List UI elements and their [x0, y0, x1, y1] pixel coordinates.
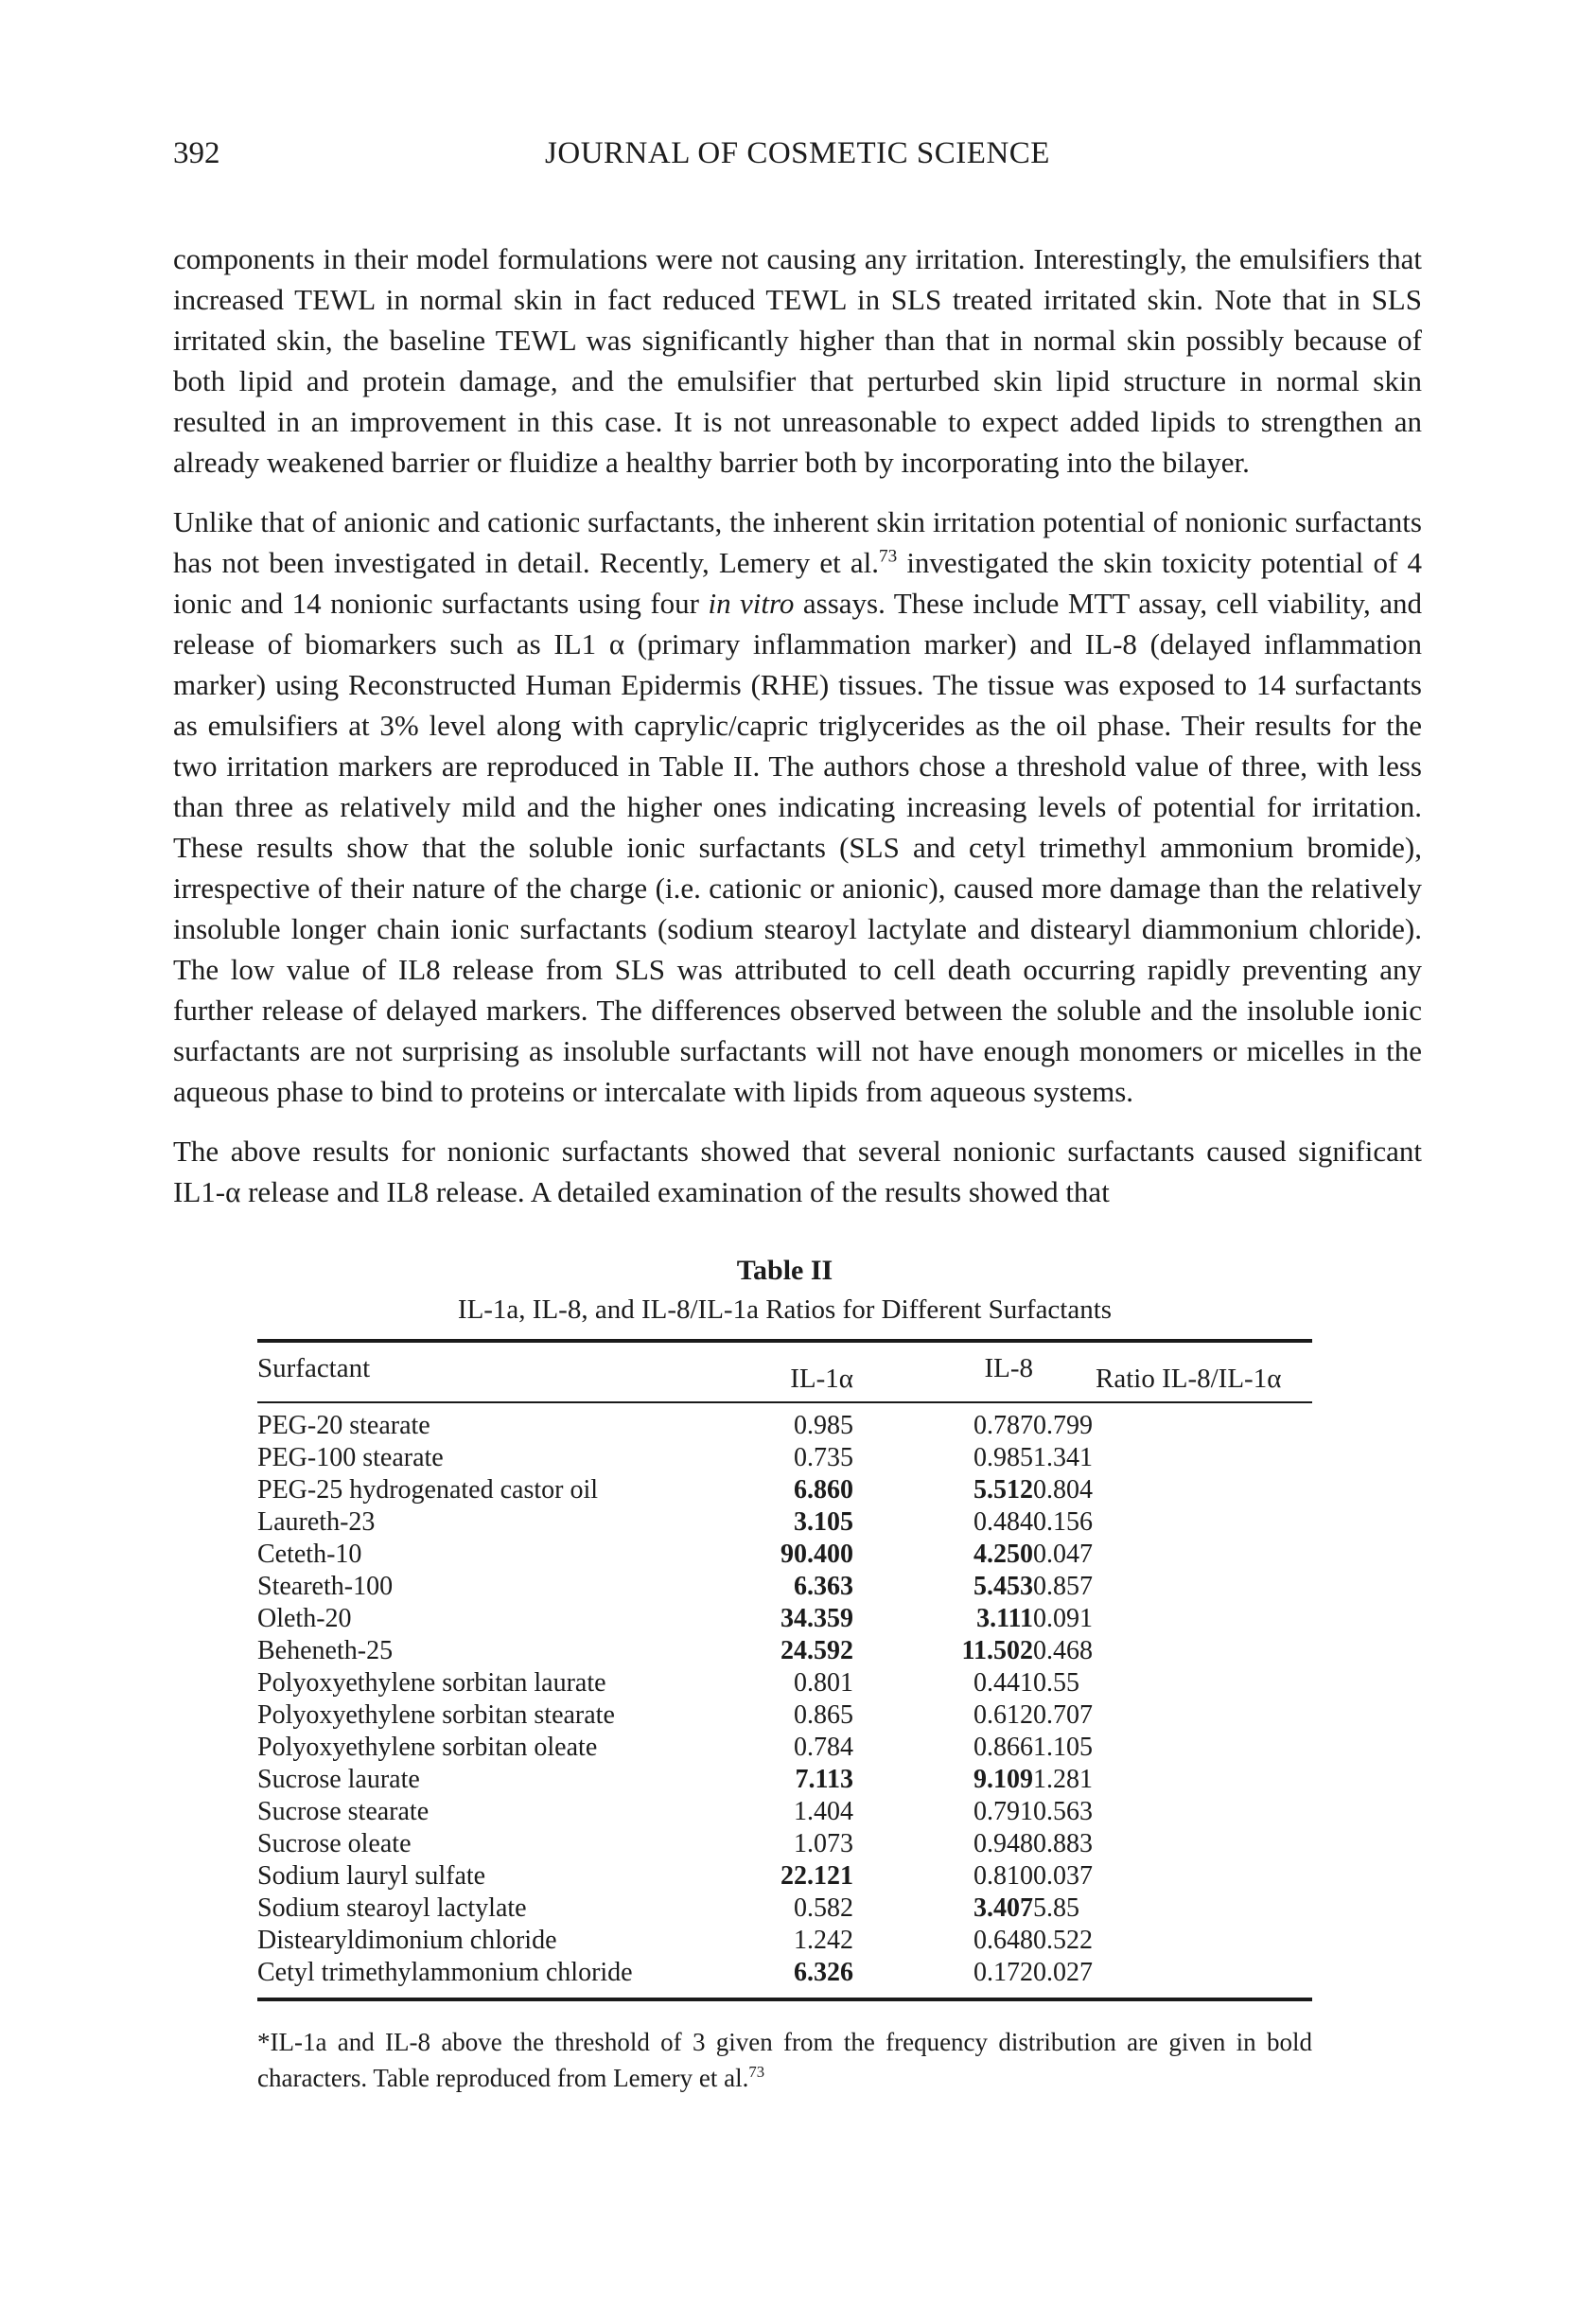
surfactant-table	[257, 1339, 1312, 2001]
cell-ratio: 0.091	[1033, 1604, 1093, 1633]
cell-il1a: 0.735	[794, 1443, 853, 1472]
table-row	[257, 1539, 1312, 1571]
cell-ratio: 0.799	[1033, 1411, 1093, 1440]
text-run: components in their model formulations were not causing any irritation. Interestingly, the emulsifiers that increased TEWL in normal skin in fact reduced TEWL in SLS treated irritated skin. Note that in SLS irritated skin, the baseline TEWL was significantly higher than that in normal skin possibly because of both lipid and protein damage, and the emulsifier that perturbed skin lipid structure in normal skin resulted in an improvement in this case. It is not unreasonable to expect added lipids to strengthen an already weakened barrier or fluidize a healthy barrier both by incorporating into the bilayer.	[173, 242, 1422, 479]
reference-superscript: 73	[878, 546, 898, 567]
cell-surfactant: Beheneth-25	[257, 1636, 394, 1665]
cell-il8: 5.512	[973, 1475, 1033, 1505]
cell-il1a: 3.105	[794, 1507, 853, 1537]
page-content	[173, 132, 1422, 2096]
text-run: *IL-1a and IL-8 above the threshold of 3 given from the frequency distribution are given in bold characters. Table reproduced from Lemery et al.	[257, 2028, 1312, 2092]
cell-il1a: 22.121	[780, 1861, 853, 1891]
cell-surfactant: Polyoxyethylene sorbitan laurate	[257, 1668, 606, 1698]
cell-ratio: 0.047	[1033, 1540, 1093, 1569]
paragraph-1	[173, 238, 1422, 483]
cell-il8: 0.866	[973, 1733, 1033, 1762]
cell-il1a: 0.865	[794, 1700, 853, 1730]
cell-ratio: 1.105	[1033, 1733, 1093, 1762]
table-header-row	[257, 1341, 1312, 1402]
cell-il8: 0.484	[973, 1507, 1033, 1537]
cell-il1a: 7.113	[795, 1765, 853, 1794]
text-run: investigated the skin toxicity potential of 4 ionic and 14 nonionic surfactants using four	[173, 546, 1422, 620]
cell-surfactant: PEG-25 hydrogenated castor oil	[257, 1475, 599, 1505]
paragraph-3	[173, 1131, 1422, 1212]
cell-il8: 4.250	[973, 1540, 1033, 1569]
cell-il8: 0.172	[973, 1958, 1033, 1987]
table-row	[257, 1828, 1312, 1860]
cell-il8: 0.810	[973, 1861, 1033, 1891]
table-row	[257, 1892, 1312, 1925]
table-row	[257, 1796, 1312, 1828]
column-header-surfactant: Surfactant	[257, 1341, 702, 1402]
cell-ratio: 1.281	[1033, 1765, 1093, 1794]
page-header	[173, 132, 1422, 174]
cell-il8: 0.948	[973, 1829, 1033, 1858]
cell-ratio: 0.883	[1033, 1829, 1093, 1858]
table-body	[257, 1402, 1312, 1999]
cell-il8: 0.648	[973, 1926, 1033, 1955]
table-row	[257, 1442, 1312, 1474]
cell-il8: 0.787	[973, 1411, 1033, 1440]
table-row	[257, 1699, 1312, 1732]
cell-il8: 11.502	[961, 1636, 1033, 1665]
cell-ratio: 0.156	[1033, 1507, 1093, 1537]
cell-surfactant: Sucrose stearate	[257, 1797, 430, 1826]
table-row	[257, 1732, 1312, 1764]
cell-ratio: 0.707	[1033, 1700, 1093, 1730]
cell-il8: 0.441	[973, 1668, 1033, 1698]
table-row	[257, 1402, 1312, 1442]
italic-text: in vitro	[708, 587, 795, 620]
cell-il8: 5.453	[973, 1572, 1033, 1601]
table-row	[257, 1667, 1312, 1699]
cell-ratio: 0.55	[1033, 1668, 1079, 1698]
cell-il8: 0.791	[973, 1797, 1033, 1826]
cell-il8: 0.612	[973, 1700, 1033, 1730]
cell-il8: 9.109	[973, 1765, 1033, 1794]
column-header-il1a: IL-1α	[702, 1341, 853, 1402]
cell-surfactant: Ceteth-10	[257, 1540, 362, 1569]
cell-surfactant: Oleth-20	[257, 1604, 352, 1633]
cell-il1a: 1.242	[794, 1926, 853, 1955]
reference-superscript: 73	[748, 2063, 765, 2081]
table-header	[257, 1341, 1312, 1402]
cell-il1a: 0.784	[794, 1733, 853, 1762]
cell-ratio: 0.027	[1033, 1958, 1093, 1987]
text-run: Unlike that of anionic and cationic surfactants, the inherent skin irritation potential of nonionic surfactants has not been investigated in detail. Recently, Lemery et al.	[173, 505, 1422, 579]
cell-ratio: 0.804	[1033, 1475, 1093, 1505]
cell-il8: 0.985	[973, 1443, 1033, 1472]
cell-surfactant: Sodium stearoyl lactylate	[257, 1893, 527, 1923]
cell-surfactant: Distearyldimonium chloride	[257, 1926, 557, 1955]
cell-surfactant: Polyoxyethylene sorbitan oleate	[257, 1733, 598, 1762]
table-row	[257, 1957, 1312, 1999]
cell-surfactant: Polyoxyethylene sorbitan stearate	[257, 1700, 615, 1730]
cell-ratio: 0.522	[1033, 1926, 1093, 1955]
cell-surfactant: PEG-100 stearate	[257, 1443, 444, 1472]
cell-ratio: 1.341	[1033, 1443, 1093, 1472]
cell-surfactant: Sodium lauryl sulfate	[257, 1861, 486, 1891]
cell-surfactant: Sucrose laurate	[257, 1765, 420, 1794]
column-header-ratio: Ratio IL-8/IL-1α	[1033, 1341, 1312, 1402]
page-number: 392	[173, 136, 220, 170]
table-row	[257, 1474, 1312, 1506]
cell-il8: 3.407	[973, 1893, 1033, 1923]
table-footnote	[257, 2024, 1312, 2096]
cell-il1a: 1.404	[794, 1797, 853, 1826]
table-row	[257, 1506, 1312, 1539]
cell-surfactant: Laureth-23	[257, 1507, 376, 1537]
table-row	[257, 1571, 1312, 1603]
text-run: The above results for nonionic surfactants showed that several nonionic surfactants caused significant IL1-α release and IL8 release. A detailed examination of the results showed that	[173, 1135, 1422, 1208]
cell-il1a: 24.592	[780, 1636, 853, 1665]
cell-ratio: 0.037	[1033, 1861, 1093, 1891]
cell-il8: 3.111	[976, 1604, 1033, 1633]
cell-il1a: 0.801	[794, 1668, 853, 1698]
table-row	[257, 1925, 1312, 1957]
cell-il1a: 6.860	[794, 1475, 853, 1505]
journal-title: JOURNAL OF COSMETIC SCIENCE	[545, 136, 1050, 170]
cell-il1a: 34.359	[780, 1604, 853, 1633]
cell-il1a: 0.985	[794, 1411, 853, 1440]
cell-il1a: 6.326	[794, 1958, 853, 1987]
table-section	[257, 1254, 1312, 2096]
cell-surfactant: PEG-20 stearate	[257, 1411, 430, 1440]
table-row	[257, 1635, 1312, 1667]
cell-surfactant: Cetyl trimethylammonium chloride	[257, 1958, 633, 1987]
cell-surfactant: Sucrose oleate	[257, 1829, 412, 1858]
cell-il1a: 90.400	[780, 1540, 853, 1569]
table-title: Table II	[736, 1255, 833, 1286]
table-caption: IL-1a, IL-8, and IL-8/IL-1a Ratios for Different Surfactants	[457, 1294, 1113, 1325]
column-header-il8: IL-8	[853, 1341, 1033, 1402]
table-row	[257, 1860, 1312, 1892]
table-row	[257, 1764, 1312, 1796]
cell-il1a: 0.582	[794, 1893, 853, 1923]
cell-ratio: 5.85	[1033, 1893, 1079, 1923]
cell-ratio: 0.563	[1033, 1797, 1093, 1826]
table-row	[257, 1603, 1312, 1635]
cell-surfactant: Steareth-100	[257, 1572, 394, 1601]
paragraph-2	[173, 502, 1422, 1112]
cell-ratio: 0.468	[1033, 1636, 1093, 1665]
text-run: assays. These include MTT assay, cell viability, and release of biomarkers such as IL1 α (primary inflammation marker) and IL-8 (delayed inflammation marker) using Reconstructed Human Epidermis (RHE) tissues. The tissue was exposed to 14 surfactants as emulsifiers at 3% level along with caprylic/capric triglycerides as the oil phase. Their results for the two irritation markers are reproduced in Table II. The authors chose a threshold value of three, with less than three as relatively mild and the higher ones indicating increasing levels of potential for irritation. These results show that the soluble ionic surfactants (SLS and cetyl trimethyl ammonium bromide), irrespective of their nature of the charge (i.e. cationic or anionic), caused more damage than the relatively insoluble longer chain ionic surfactants (sodium stearoyl lactylate and distearyl diammonium chloride). The low value of IL8 release from SLS was attributed to cell death occurring rapidly preventing any further release of delayed markers. The differences observed between the soluble and the insoluble ionic surfactants are not surprising as insoluble surfactants will not have enough monomers or micelles in the aqueous phase to bind to proteins or intercalate with lipids from aqueous systems.	[173, 587, 1422, 1108]
cell-ratio: 0.857	[1033, 1572, 1093, 1601]
cell-il1a: 1.073	[794, 1829, 853, 1858]
cell-il1a: 6.363	[794, 1572, 853, 1601]
